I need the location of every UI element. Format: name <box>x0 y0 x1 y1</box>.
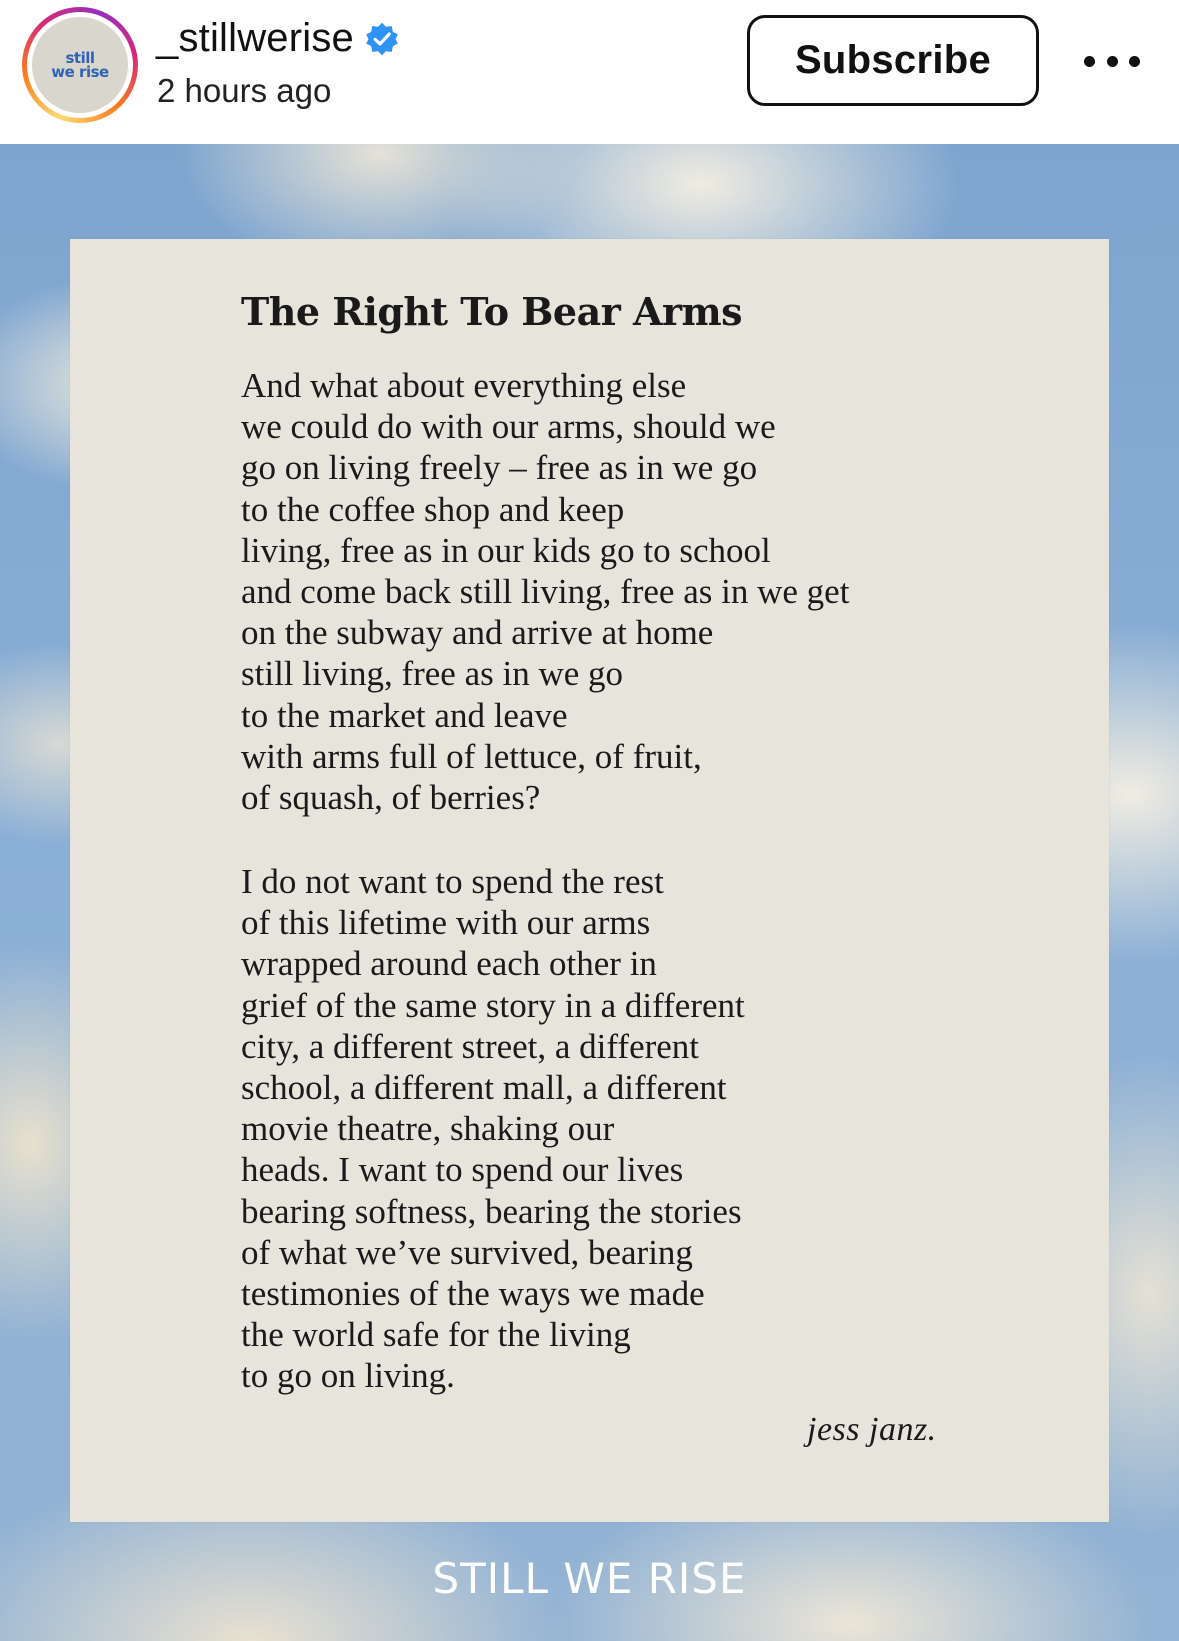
more-options-icon[interactable] <box>1084 47 1140 75</box>
more-dot <box>1084 56 1095 67</box>
poem-line: to the coffee shop and keep <box>241 489 625 529</box>
verified-badge-icon <box>364 21 400 57</box>
poem-line: of what we’ve survived, bearing <box>241 1232 693 1272</box>
poem-title: The Right To Bear Arms <box>241 289 743 334</box>
poem-line: we could do with our arms, should we <box>241 407 776 447</box>
post-header <box>0 0 1179 144</box>
poem-line: city, a different street, a different <box>241 1026 700 1066</box>
poem-stanza-2 <box>241 861 745 1397</box>
username-row <box>156 16 400 61</box>
poem-line: go on living freely – free as in we go <box>241 448 758 488</box>
poem-line: with arms full of lettuce, of fruit, <box>241 736 702 776</box>
poem-line: wrapped around each other in <box>241 944 657 984</box>
poem-line: school, a different mall, a different <box>241 1068 727 1108</box>
poem-line: to go on living. <box>241 1356 455 1396</box>
more-dot <box>1107 56 1118 67</box>
poem-line: testimonies of the ways we made <box>241 1274 705 1314</box>
post-image[interactable] <box>0 144 1179 1641</box>
poem-line: to the market and leave <box>241 695 568 735</box>
subscribe-button[interactable]: Subscribe <box>747 15 1039 106</box>
poem-line: living, free as in our kids go to school <box>241 530 771 570</box>
poem-line: I do not want to spend the rest <box>241 862 664 901</box>
poem-line: bearing softness, bearing the stories <box>241 1191 742 1231</box>
poem-line: still living, free as in we go <box>241 654 624 694</box>
poem-line: and come back still living, free as in we get <box>241 572 850 612</box>
poem-author: jess janz. <box>807 1411 937 1448</box>
brand-watermark: STILL WE RISE <box>432 1554 747 1603</box>
poem-line: heads. I want to spend our lives <box>241 1150 684 1190</box>
poem-line: movie theatre, shaking our <box>241 1109 615 1149</box>
poem-line: of squash, of berries? <box>241 778 541 818</box>
poem-stanza-1 <box>241 365 849 818</box>
story-ring[interactable] <box>22 7 138 123</box>
username[interactable]: _stillwerise <box>156 16 355 60</box>
post-timestamp: 2 hours ago <box>157 72 332 109</box>
avatar[interactable] <box>32 17 128 113</box>
poem-card <box>70 239 1109 1522</box>
poem-line: of this lifetime with our arms <box>241 903 651 943</box>
avatar-text-still: still <box>65 49 95 67</box>
poem-line: on the subway and arrive at home <box>241 613 714 653</box>
poem-line: the world safe for the living <box>241 1315 631 1355</box>
poem-line: grief of the same story in a different <box>241 985 745 1025</box>
poem-line: And what about everything else <box>241 366 687 405</box>
more-dot <box>1129 56 1140 67</box>
avatar-text-we-rise: we rise <box>51 63 109 81</box>
